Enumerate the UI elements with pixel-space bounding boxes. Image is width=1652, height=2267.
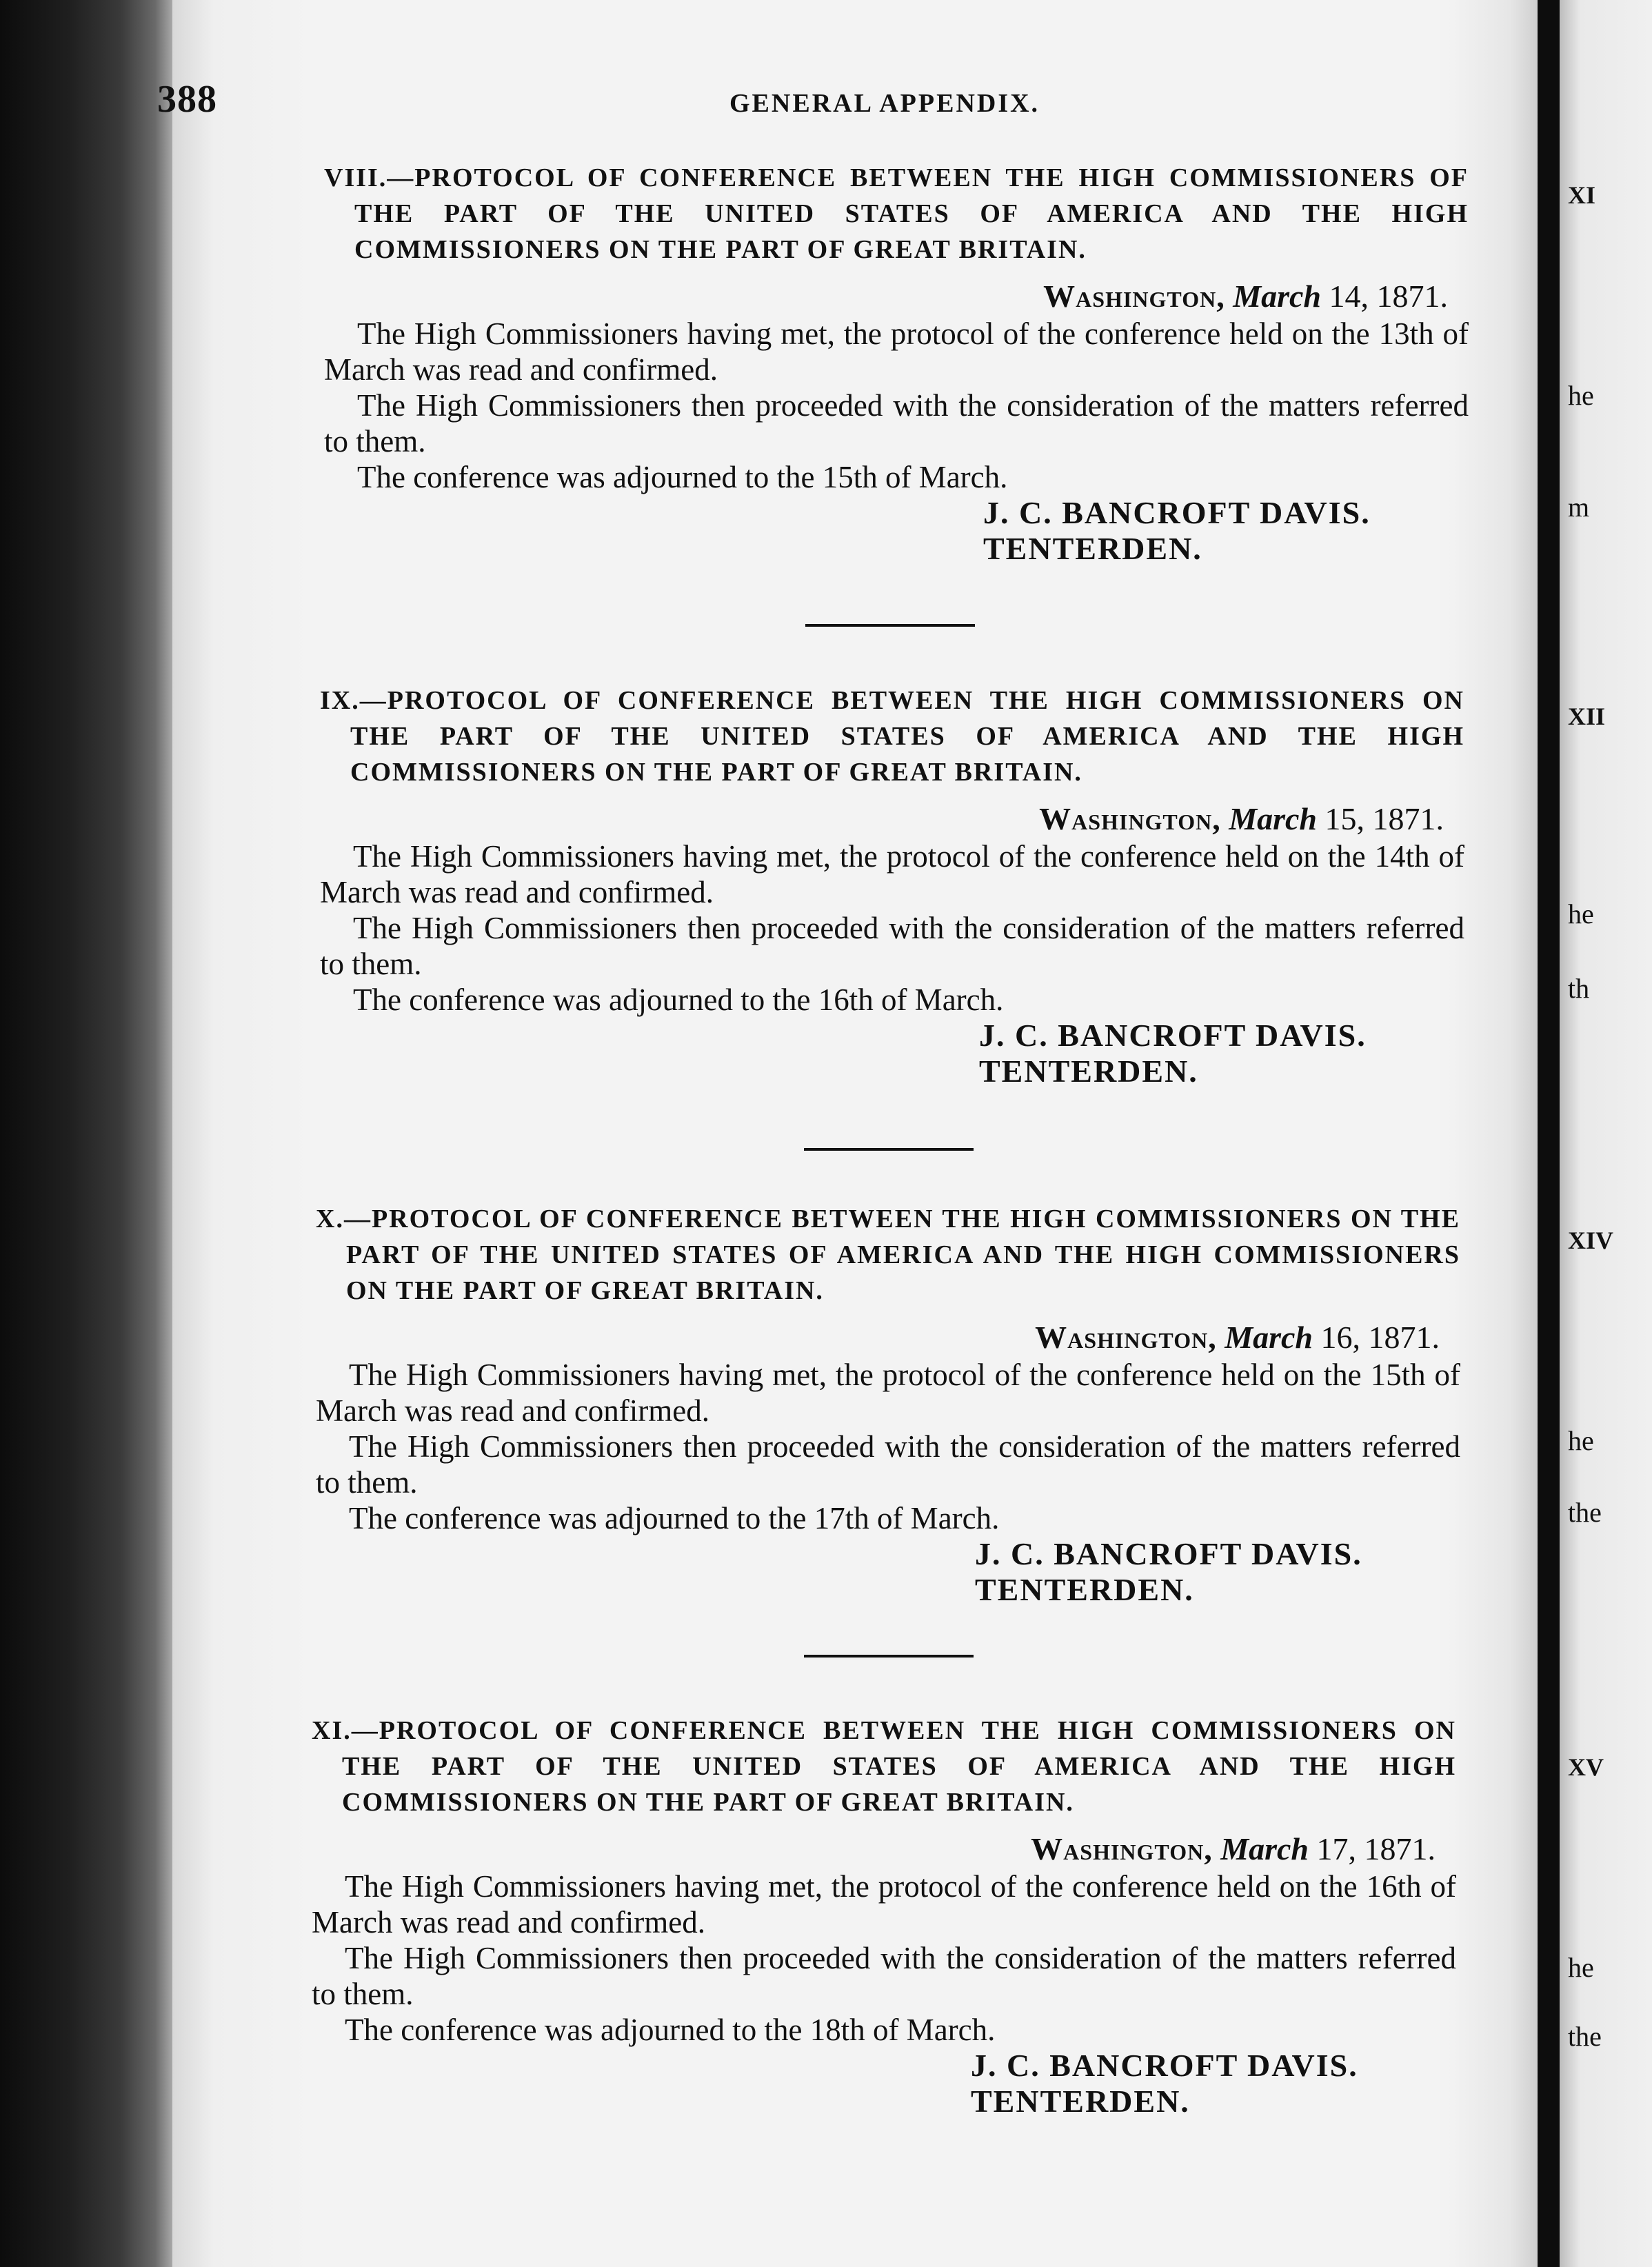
facing-page-fragment: XIV — [1568, 1227, 1614, 1254]
protocol-section — [316, 1201, 1460, 1608]
signatory: TENTERDEN. — [983, 531, 1202, 566]
page-gutter — [1538, 0, 1560, 2267]
facing-page-fragment: th — [1568, 973, 1590, 1004]
section-divider — [804, 1655, 974, 1658]
protocol-section — [320, 683, 1464, 1089]
dateline-month: March — [1233, 279, 1321, 314]
dateline — [324, 277, 1469, 316]
facing-page-fragment: the — [1568, 2021, 1602, 2052]
facing-page-fragment: he — [1568, 380, 1594, 411]
dateline-date: 16, 1871. — [1320, 1320, 1440, 1355]
protocol-paragraph: The High Commissioners then proceeded with the consideration of the matters referred to them. — [312, 1941, 1456, 2011]
facing-page-fragment: XI — [1568, 181, 1596, 209]
facing-page-fragment: XII — [1568, 703, 1606, 730]
protocol-paragraph: The conference was adjourned to the 15th of March. — [357, 460, 1008, 494]
facing-page-fragment: XV — [1568, 1753, 1604, 1781]
facing-page-fragment: m — [1568, 492, 1590, 523]
protocol-section — [312, 1713, 1456, 2119]
dateline-date: 15, 1871. — [1324, 801, 1444, 836]
dateline-month: March — [1220, 1831, 1309, 1866]
book-spine-shadow — [0, 0, 172, 2267]
dateline-city: Washington, — [1035, 1320, 1217, 1355]
protocol-section — [324, 160, 1469, 567]
facing-page — [1560, 0, 1652, 2267]
dateline-month: March — [1229, 801, 1317, 836]
signatory: TENTERDEN. — [975, 1572, 1194, 1607]
protocol-heading: VIII.—PROTOCOL OF CONFERENCE BETWEEN THE HIGH COMMISSIONERS OF THE PART OF THE UNITED STATES OF AMERICA AND THE HIGH COMMISSIONERS ON THE PART OF GREAT BRITAIN. — [324, 163, 1469, 264]
protocol-heading: IX.—PROTOCOL OF CONFERENCE BETWEEN THE HIGH COMMISSIONERS ON THE PART OF THE UNITED STATES OF AMERICA AND THE HIGH COMMISSIONERS ON THE PART OF GREAT BRITAIN. — [320, 686, 1464, 787]
protocol-paragraph: The conference was adjourned to the 18th of March. — [345, 2013, 996, 2047]
section-divider — [804, 1148, 974, 1151]
protocol-paragraph: The High Commissioners having met, the protocol of the conference held on the 14th of March was read and confirmed. — [320, 839, 1464, 909]
signatory: TENTERDEN. — [979, 1054, 1198, 1089]
dateline-city: Washington, — [1031, 1831, 1213, 1866]
dateline-city: Washington, — [1039, 801, 1221, 836]
protocol-paragraph: The conference was adjourned to the 16th of March. — [353, 983, 1004, 1017]
protocol-paragraph: The High Commissioners then proceeded with the consideration of the matters referred to them. — [320, 911, 1464, 981]
facing-page-fragment: he — [1568, 1952, 1594, 1983]
dateline — [320, 800, 1464, 838]
section-divider — [805, 624, 975, 627]
facing-page-fragment: he — [1568, 898, 1594, 929]
running-head: GENERAL APPENDIX. — [729, 89, 1040, 118]
dateline — [316, 1318, 1460, 1357]
page-number: 388 — [157, 78, 217, 121]
protocol-paragraph: The High Commissioners then proceeded with the consideration of the matters referred to them. — [324, 388, 1469, 459]
protocol-paragraph: The High Commissioners having met, the protocol of the conference held on the 15th of March was read and confirmed. — [316, 1358, 1460, 1428]
dateline-month: March — [1225, 1320, 1313, 1355]
protocol-paragraph: The High Commissioners then proceeded with the consideration of the matters referred to them. — [316, 1429, 1460, 1500]
dateline-date: 14, 1871. — [1329, 279, 1448, 314]
protocol-paragraph: The High Commissioners having met, the protocol of the conference held on the 13th of March was read and confirmed. — [324, 316, 1469, 387]
signatory: TENTERDEN. — [971, 2084, 1190, 2119]
signatory: J. C. BANCROFT DAVIS. — [983, 495, 1371, 530]
signatory: J. C. BANCROFT DAVIS. — [975, 1536, 1362, 1571]
dateline — [312, 1830, 1456, 1868]
protocol-heading: X.—PROTOCOL OF CONFERENCE BETWEEN THE HIGH COMMISSIONERS ON THE PART OF THE UNITED STATES OF AMERICA AND THE HIGH COMMISSIONERS ON THE PART OF GREAT BRITAIN. — [316, 1205, 1460, 1305]
protocol-paragraph: The High Commissioners having met, the protocol of the conference held on the 16th of March was read and confirmed. — [312, 1869, 1456, 1939]
facing-page-fragment: he — [1568, 1425, 1594, 1456]
signatory: J. C. BANCROFT DAVIS. — [971, 2048, 1358, 2083]
protocol-paragraph: The conference was adjourned to the 17th of March. — [349, 1501, 1000, 1535]
dateline-date: 17, 1871. — [1316, 1831, 1436, 1866]
facing-page-fragment: the — [1568, 1497, 1602, 1528]
protocol-heading: XI.—PROTOCOL OF CONFERENCE BETWEEN THE HIGH COMMISSIONERS ON THE PART OF THE UNITED STATES OF AMERICA AND THE HIGH COMMISSIONERS ON THE PART OF GREAT BRITAIN. — [312, 1716, 1456, 1817]
dateline-city: Washington, — [1043, 279, 1225, 314]
signatory: J. C. BANCROFT DAVIS. — [979, 1018, 1367, 1053]
